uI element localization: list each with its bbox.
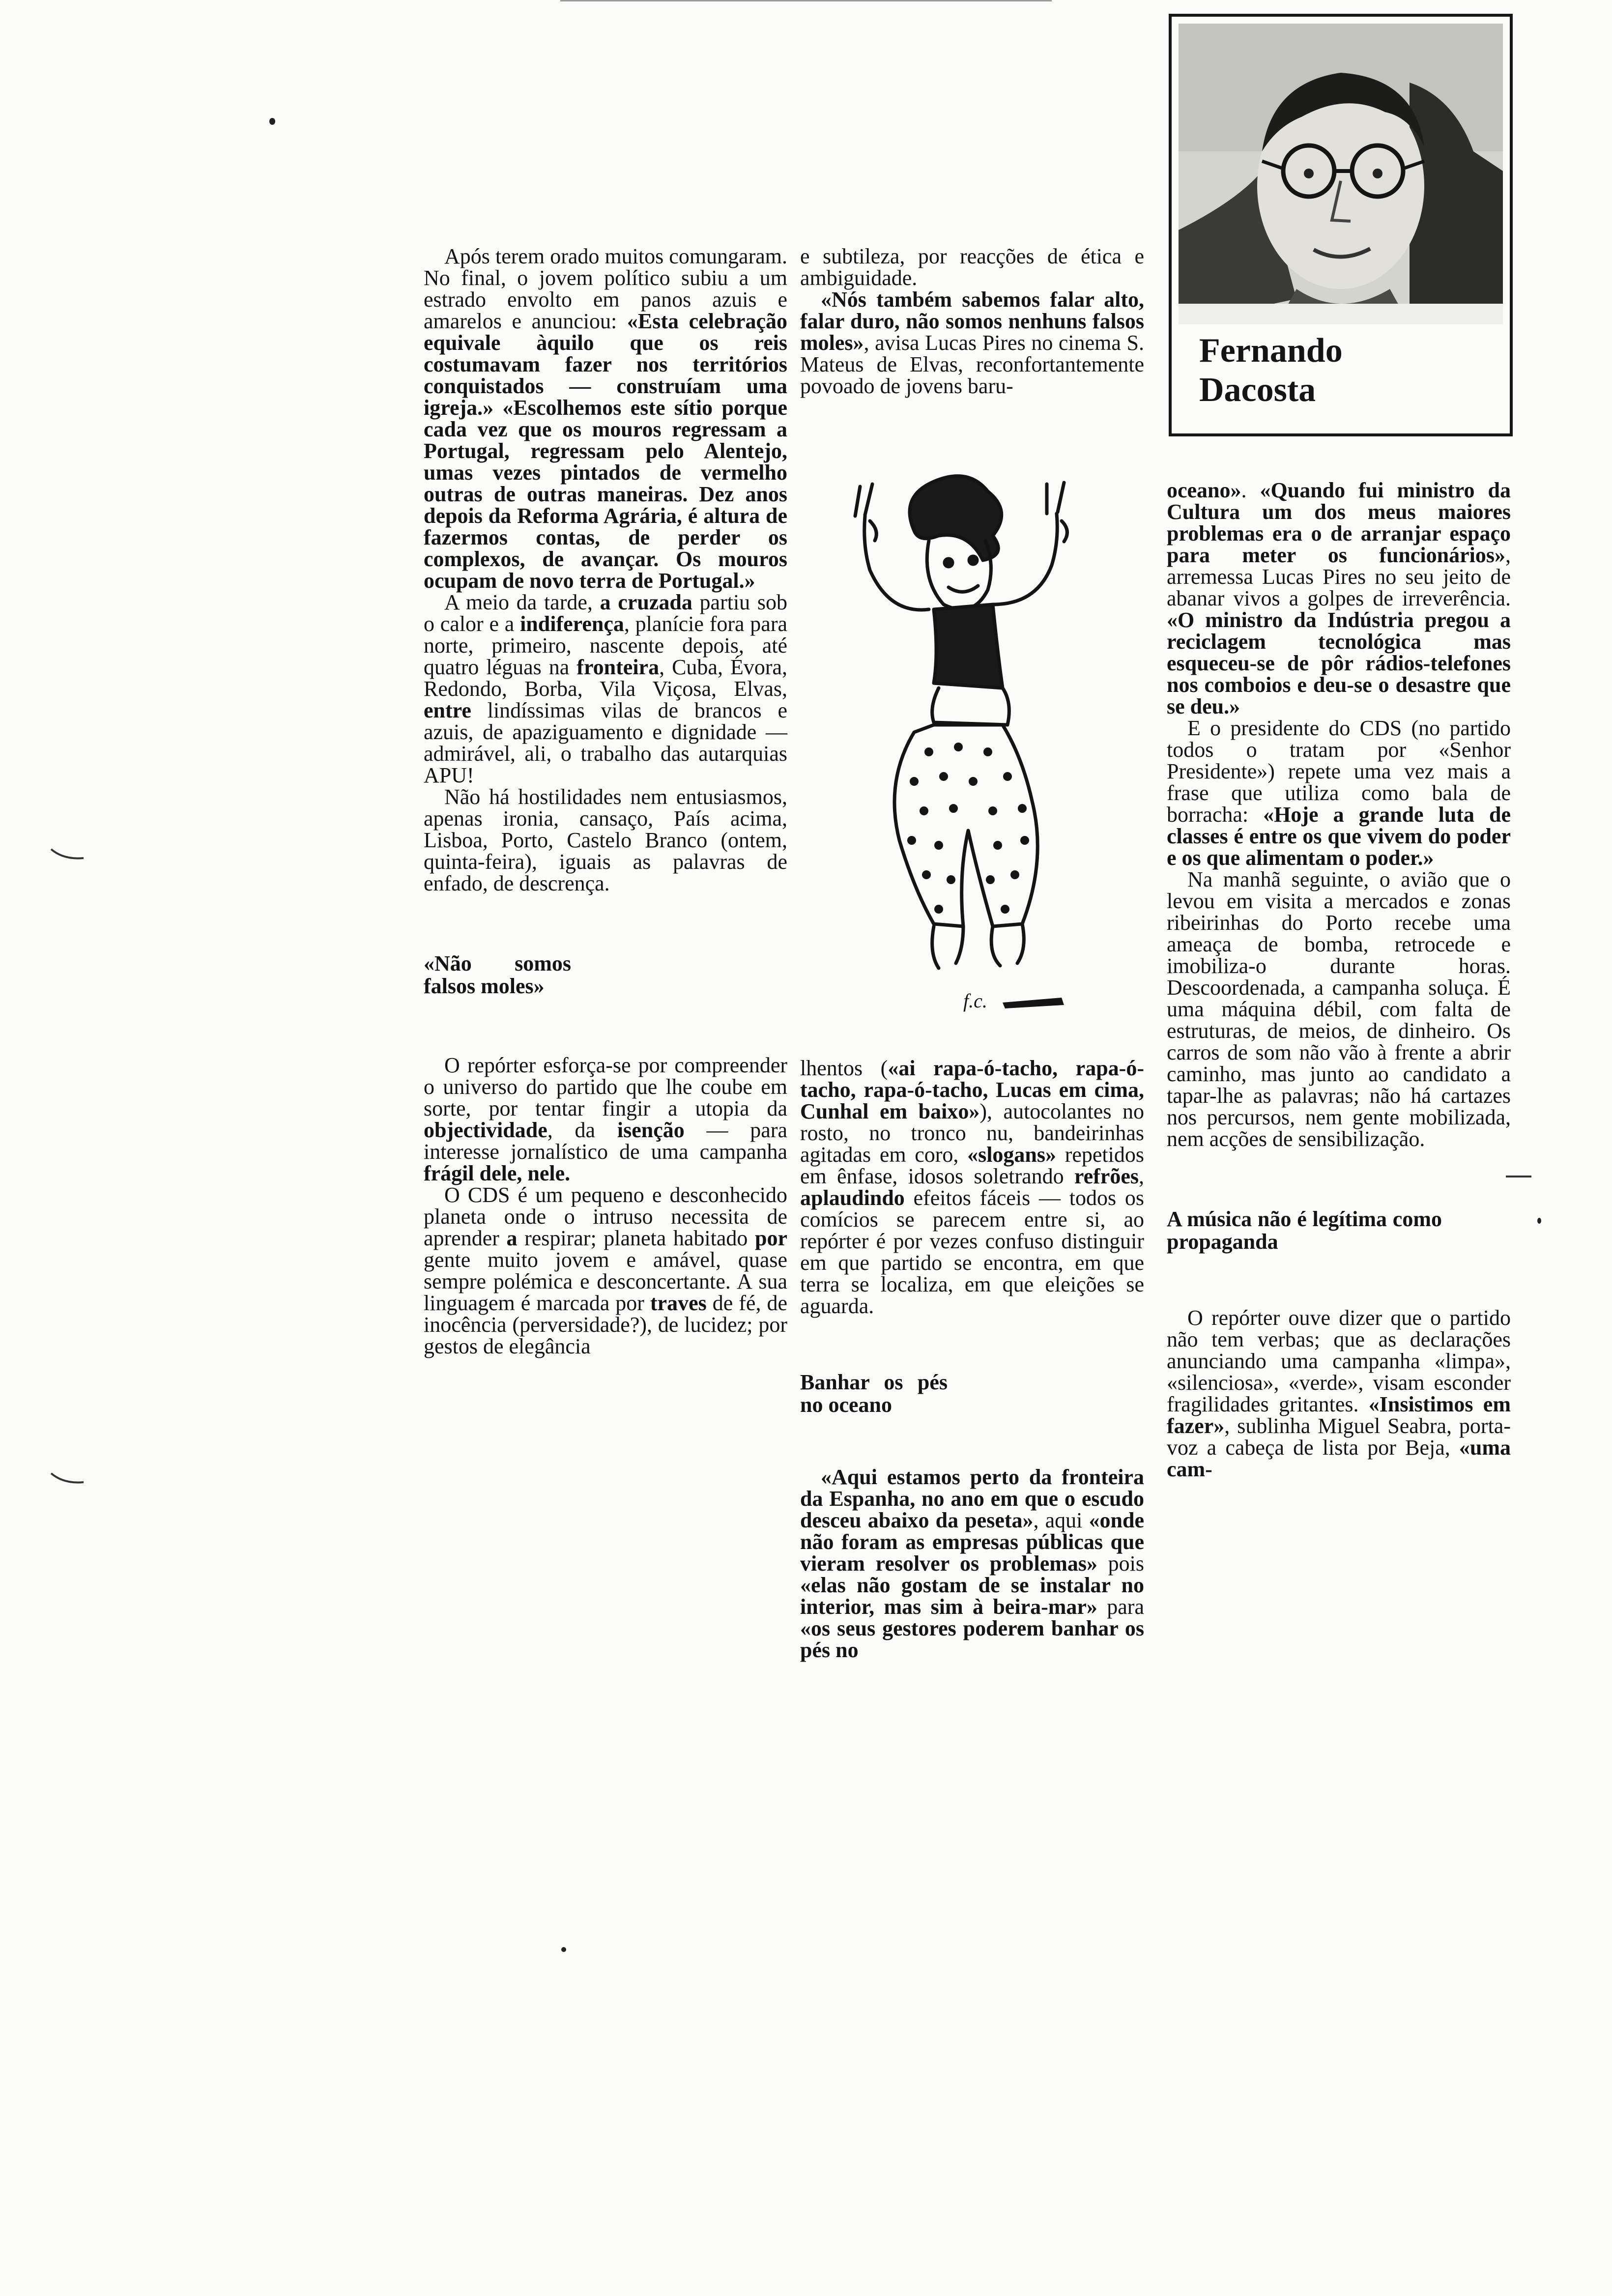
text: , da <box>547 1118 617 1142</box>
scan-mark <box>49 1469 88 1489</box>
quote: «Quando fui ministro da Cultura um dos meus maiores problemas era o de arranjar espaço para meter os funcionários» <box>1167 478 1511 567</box>
paragraph <box>1167 869 1511 1150</box>
scan-mark <box>49 845 88 865</box>
emphasis: a cruzada <box>600 590 692 614</box>
emphasis: por <box>754 1226 787 1250</box>
text: , Cuba, Évora, Redondo, Borba, Vila Viçosa, Elvas, <box>424 655 787 701</box>
text: pois <box>1097 1551 1144 1576</box>
emphasis: entre <box>424 698 471 722</box>
paragraph <box>424 1184 787 1357</box>
article-column-1 <box>424 246 787 1357</box>
text: gente muito jovem e amável, quase sempre polémica e desconcertante. A sua linguagem é marcada por <box>424 1248 787 1315</box>
quote: oceano» <box>1167 478 1241 502</box>
quote: «Escolhemos este sítio porque cada vez que os mouros regressam a Portugal, regressam pelo Alentejo, umas vezes pintados de vermelho outras de outras maneiras. Dez anos depois da Reforma Agrária, é altura de fazermos contas, de perder os complexos, de avançar. Os mouros ocupam de novo terra de Portugal.» <box>424 396 787 593</box>
quote: «O ministro da Indústria pregou a reciclagem tecnológica mas esqueceu-se de pôr rádios-telefones nos comboios e deu-se o desastre que se deu.» <box>1167 608 1511 718</box>
text: , arremessa Lucas Pires no seu jeito de abanar vivos a golpes de irreverência. <box>1167 543 1511 610</box>
article-column-3 <box>1167 480 1511 1480</box>
emphasis: refrões <box>1074 1164 1139 1188</box>
author-last-name: Dacosta <box>1199 371 1316 409</box>
text: ), autocolantes no rosto, no tronco nu, bandeirinhas agitadas em coro, <box>800 1099 1144 1167</box>
text: «silenciosa» <box>1167 1371 1274 1395</box>
text: . <box>1241 478 1260 502</box>
paragraph <box>800 1058 1144 1317</box>
text <box>474 1161 480 1185</box>
emphasis: isenção <box>617 1118 685 1142</box>
author-name <box>1199 331 1494 410</box>
scan-speck <box>1537 1218 1541 1224</box>
text: «Senhor Presidente» <box>1167 738 1511 783</box>
article-column-2 <box>800 246 1144 397</box>
paragraph <box>1167 480 1511 718</box>
author-photo <box>1179 24 1503 324</box>
paragraph <box>800 246 1144 289</box>
illustrator-signature: f.c. <box>963 990 987 1012</box>
paragraph <box>800 1466 1144 1661</box>
emphasis: aplaudindo <box>800 1186 905 1210</box>
text: e subtileza, por reacções de ética e ambiguidade. <box>800 244 1144 290</box>
subheading: A música não é legítima como propaganda <box>1167 1207 1442 1254</box>
text: Na manhã seguinte, o avião que o levou em visita a mercados e zonas ribeirinhas do Porto recebe uma ameaça de bomba, retrocede e imobiliza-o durante horas. Descoordenada, a campanha soluça. É uma máquina débil, com falta de estruturas, de meios, de dinheiro. Os carros de som não vão à frente a abrir caminho, mas junto ao candidato a tapar-lhe as palavras; não há cartazes nos percursos, nem gente mobilizada, nem acções de sensibilização. <box>1167 867 1511 1151</box>
text: para <box>1097 1595 1144 1619</box>
author-first-name: Fernando <box>1199 332 1343 370</box>
text: , aqui <box>1033 1508 1089 1532</box>
emphasis: frágil <box>424 1161 474 1185</box>
text: efeitos fáceis — todos os comícios se parecem entre si, ao repórter é por vezes confuso distinguir em que partido se encontra, em que terra se localiza, em que eleições se aguarda. <box>800 1186 1144 1318</box>
text: O repórter esforça-se por compreender o universo do partido que lhe coube em sorte, por tentar fingir a utopia da <box>424 1053 787 1120</box>
paragraph <box>1167 1307 1511 1480</box>
scan-mark <box>1504 1170 1533 1184</box>
cartoon-drawing <box>816 457 1111 1027</box>
text: lindíssimas vilas de brancos e azuis, de apaziguamento e dignidade — admirável, ali, o trabalho das autarquias APU! <box>424 698 787 787</box>
quote: «Hoje a grande luta de classes é entre os que vivem do poder e os que alimentam o poder.» <box>1167 803 1511 870</box>
quote: «Esta celebração equivale àquilo que os reis costumavam fazer nos territórios conquistados — construíam uma igreja.» <box>424 309 787 420</box>
emphasis: «slogans» <box>967 1143 1057 1167</box>
emphasis: a <box>506 1226 518 1250</box>
scan-speck <box>269 118 275 125</box>
paragraph <box>424 1055 787 1184</box>
dancing-woman-illustration <box>816 457 1111 1027</box>
text: , avisa Lucas Pires no cinema S. Mateus de Elvas, reconfortantemente povoado de jovens baru- <box>800 331 1144 398</box>
text: , planície fora para norte, primeiro, nascente depois, até quatro léguas na <box>424 612 788 679</box>
quote: «os seus gestores poderem banhar os pés no <box>800 1616 1144 1662</box>
text: Não há hostilidades nem entusiasmos, apenas ironia, cansaço, País acima, Lisboa, Porto, Castelo Branco (ontem, quinta-feira), iguais as palavras de enfado, de descrença. <box>424 785 787 895</box>
quote: «Insistimos em fazer» <box>1167 1392 1511 1438</box>
article-column-2-continued <box>800 1058 1144 1661</box>
quote: «Nós também sabemos falar alto, falar duro, não somos nenhuns falsos moles» <box>800 287 1144 355</box>
paragraph <box>424 592 787 786</box>
emphasis: objectividade <box>424 1118 547 1142</box>
quote: «onde não foram as empresas públicas que vieram resolver os problemas» <box>800 1508 1144 1576</box>
text: E o presidente do CDS (no partido todos o tratam por <box>1167 716 1511 762</box>
text: de fé, de inocência (perversidade?), de lucidez; por gestos de elegância <box>424 1291 787 1358</box>
text: , sublinha Miguel Seabra, porta-voz a cabeça de lista por Beja, <box>1167 1414 1511 1460</box>
byline-box <box>1169 14 1513 436</box>
emphasis: indiferença <box>520 612 624 636</box>
text: O repórter ouve dizer que o partido não tem verbas; que as declarações anunciando uma campanha <box>1167 1306 1511 1373</box>
subheading: Banhar os pés no oceano <box>800 1370 948 1417</box>
text: , <box>1139 1164 1144 1188</box>
text: repetidos em ênfase, idosos soletrando <box>800 1143 1144 1188</box>
text: , <box>1273 1371 1289 1395</box>
text: , <box>1505 1349 1511 1373</box>
quote: «uma cam- <box>1167 1435 1511 1481</box>
scan-speck <box>561 1947 566 1952</box>
text: respirar; planeta habitado <box>517 1226 755 1250</box>
emphasis: traves <box>650 1291 707 1315</box>
text <box>493 396 502 420</box>
text: ) repete uma vez mais a frase que utiliza como bala de borracha: <box>1167 759 1511 827</box>
text: O CDS é um pequeno e desconhecido planeta onde o intruso necessita de aprender <box>424 1183 787 1250</box>
emphasis: fronteira <box>576 655 660 679</box>
quote: «elas não gostam de se instalar no interior, mas sim à beira-mar» <box>800 1573 1144 1619</box>
author-portrait-image <box>1179 24 1503 324</box>
top-edge-rule <box>560 0 1052 1</box>
subheading: «Não somos falsos moles» <box>424 951 571 998</box>
text: «limpa» <box>1434 1349 1505 1373</box>
emphasis: dele, nele. <box>479 1161 571 1185</box>
quote: «Aqui estamos perto da fronteira da Espanha, no ano em que o escudo desceu abaixo da peseta» <box>800 1465 1144 1532</box>
text: , visam esconder fragilidades gritantes. <box>1167 1371 1511 1416</box>
text: «verde» <box>1288 1371 1358 1395</box>
text: — para interesse jornalístico de uma campanha <box>424 1118 787 1164</box>
text: A meio da tarde, <box>444 590 600 614</box>
quote: «ai rapa-ó-tacho, rapa-ó-tacho, rapa-ó-tacho, Lucas em cima, Cunhal em baixo» <box>800 1056 1144 1123</box>
text: lhentos ( <box>800 1056 888 1080</box>
paragraph <box>424 786 787 894</box>
text: Após terem orado muitos comungaram. No final, o jovem político subiu a um estrado envolto em panos azuis e amarelos e anunciou: <box>424 244 787 333</box>
paragraph <box>1167 718 1511 869</box>
text: partiu sob o calor e a <box>424 590 787 636</box>
paragraph <box>800 289 1144 397</box>
paragraph <box>424 246 787 592</box>
